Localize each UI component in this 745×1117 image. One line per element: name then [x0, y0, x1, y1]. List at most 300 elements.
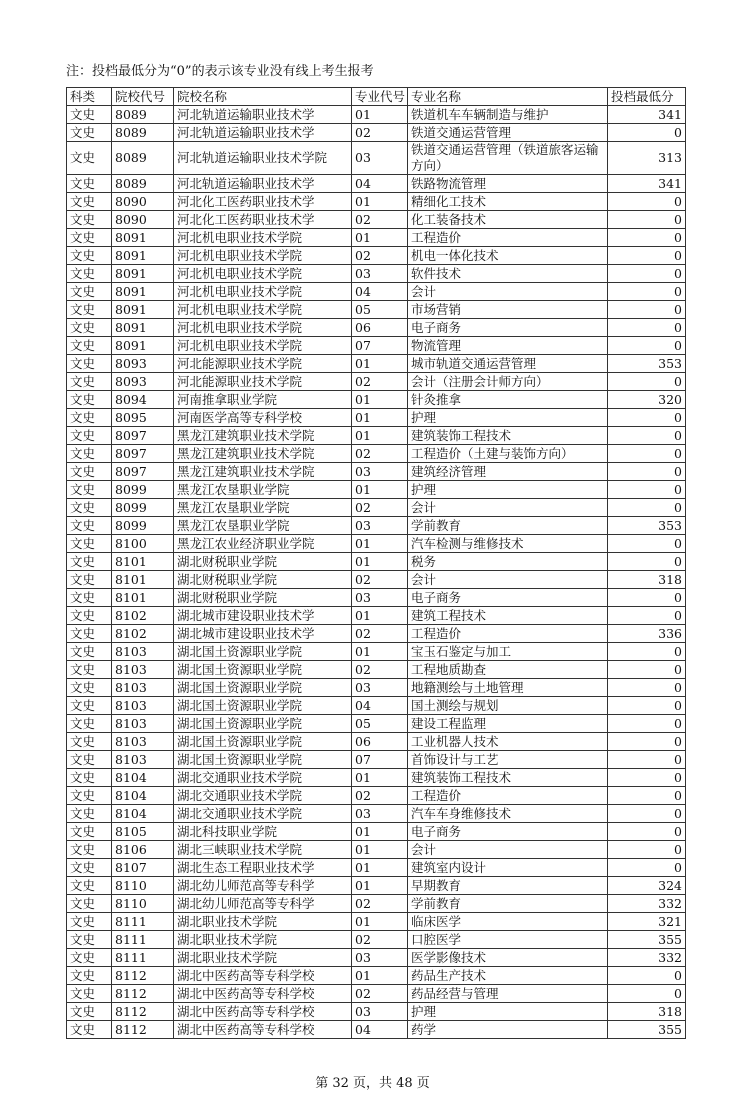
- category-cell: 文史: [67, 841, 112, 859]
- category-cell: 文史: [67, 1003, 112, 1021]
- table-row: [67, 301, 686, 319]
- major-code-cell: 01: [352, 877, 408, 895]
- major-name-cell: 护理: [408, 1003, 608, 1021]
- category-cell: 文史: [67, 571, 112, 589]
- category-cell: 文史: [67, 229, 112, 247]
- school-name-cell: 湖北国土资源职业学院: [174, 661, 352, 679]
- category-cell: 文史: [67, 787, 112, 805]
- school-code-cell: 8112: [112, 985, 174, 1003]
- category-cell: 文史: [67, 895, 112, 913]
- min-score-cell: 0: [608, 553, 686, 571]
- school-code-cell: 8110: [112, 895, 174, 913]
- min-score-cell: 353: [608, 517, 686, 535]
- header-major-name: 专业名称: [408, 88, 608, 106]
- category-cell: 文史: [67, 607, 112, 625]
- major-name-cell: 会计: [408, 499, 608, 517]
- min-score-cell: 0: [608, 319, 686, 337]
- school-name-cell: 湖北财税职业学院: [174, 589, 352, 607]
- school-code-cell: 8093: [112, 373, 174, 391]
- major-name-cell: 针灸推拿: [408, 391, 608, 409]
- school-name-cell: 湖北职业技术学院: [174, 931, 352, 949]
- major-name-cell: 药学: [408, 1021, 608, 1039]
- min-score-cell: 0: [608, 265, 686, 283]
- school-code-cell: 8112: [112, 1003, 174, 1021]
- table-row: [67, 481, 686, 499]
- major-name-cell: 国土测绘与规划: [408, 697, 608, 715]
- school-name-cell: 湖北国土资源职业学院: [174, 679, 352, 697]
- school-name-cell: 黑龙江农垦职业学院: [174, 481, 352, 499]
- school-code-cell: 8104: [112, 769, 174, 787]
- school-code-cell: 8097: [112, 427, 174, 445]
- major-code-cell: 01: [352, 427, 408, 445]
- table-row: [67, 445, 686, 463]
- major-code-cell: 02: [352, 373, 408, 391]
- school-name-cell: 河北机电职业技术学院: [174, 229, 352, 247]
- major-code-cell: 01: [352, 967, 408, 985]
- school-code-cell: 8102: [112, 625, 174, 643]
- major-name-cell: 精细化工技术: [408, 193, 608, 211]
- category-cell: 文史: [67, 877, 112, 895]
- major-code-cell: 01: [352, 535, 408, 553]
- table-row: [67, 463, 686, 481]
- school-name-cell: 湖北交通职业技术学院: [174, 805, 352, 823]
- min-score-cell: 0: [608, 859, 686, 877]
- major-name-cell: 汽车车身维修技术: [408, 805, 608, 823]
- major-name-cell: 铁道交通运营管理: [408, 124, 608, 142]
- major-name-cell: 宝玉石鉴定与加工: [408, 643, 608, 661]
- major-name-cell: 工程造价: [408, 229, 608, 247]
- major-name-cell: 学前教育: [408, 517, 608, 535]
- school-code-cell: 8112: [112, 967, 174, 985]
- school-name-cell: 湖北交通职业技术学院: [174, 787, 352, 805]
- major-name-cell: 建筑装饰工程技术: [408, 769, 608, 787]
- min-score-cell: 0: [608, 769, 686, 787]
- header-min-score: 投档最低分: [608, 88, 686, 106]
- category-cell: 文史: [67, 499, 112, 517]
- major-code-cell: 07: [352, 337, 408, 355]
- major-name-cell: 建筑工程技术: [408, 607, 608, 625]
- school-name-cell: 黑龙江农垦职业学院: [174, 517, 352, 535]
- school-code-cell: 8089: [112, 124, 174, 142]
- table-row: [67, 751, 686, 769]
- min-score-cell: 0: [608, 211, 686, 229]
- min-score-cell: 0: [608, 607, 686, 625]
- school-code-cell: 8102: [112, 607, 174, 625]
- school-code-cell: 8103: [112, 715, 174, 733]
- table-row: [67, 589, 686, 607]
- table-row: [67, 697, 686, 715]
- school-code-cell: 8106: [112, 841, 174, 859]
- category-cell: 文史: [67, 931, 112, 949]
- major-name-cell: 建筑装饰工程技术: [408, 427, 608, 445]
- major-code-cell: 01: [352, 913, 408, 931]
- major-code-cell: 03: [352, 1003, 408, 1021]
- min-score-cell: 0: [608, 193, 686, 211]
- table-row: [67, 142, 686, 175]
- page-footer: 第 32 页，共 48 页: [315, 1076, 430, 1091]
- min-score-cell: 0: [608, 679, 686, 697]
- category-cell: 文史: [67, 211, 112, 229]
- school-code-cell: 8099: [112, 481, 174, 499]
- school-name-cell: 湖北国土资源职业学院: [174, 751, 352, 769]
- category-cell: 文史: [67, 319, 112, 337]
- school-name-cell: 河北化工医药职业技术学: [174, 211, 352, 229]
- table-row: [67, 823, 686, 841]
- min-score-cell: 0: [608, 427, 686, 445]
- category-cell: 文史: [67, 733, 112, 751]
- school-name-cell: 河北机电职业技术学院: [174, 247, 352, 265]
- school-name-cell: 河北轨道运输职业技术学院: [174, 142, 352, 175]
- min-score-cell: 0: [608, 373, 686, 391]
- category-cell: 文史: [67, 985, 112, 1003]
- school-name-cell: 湖北三峡职业技术学院: [174, 841, 352, 859]
- major-code-cell: 02: [352, 787, 408, 805]
- school-name-cell: 湖北幼儿师范高等专科学: [174, 877, 352, 895]
- major-code-cell: 03: [352, 463, 408, 481]
- major-code-cell: 01: [352, 841, 408, 859]
- school-code-cell: 8091: [112, 283, 174, 301]
- major-name-cell: 临床医学: [408, 913, 608, 931]
- min-score-cell: 0: [608, 409, 686, 427]
- category-cell: 文史: [67, 463, 112, 481]
- major-code-cell: 06: [352, 319, 408, 337]
- school-name-cell: 湖北科技职业学院: [174, 823, 352, 841]
- major-code-cell: 02: [352, 445, 408, 463]
- category-cell: 文史: [67, 283, 112, 301]
- school-code-cell: 8111: [112, 931, 174, 949]
- major-name-cell: 工业机器人技术: [408, 733, 608, 751]
- table-row: [67, 409, 686, 427]
- school-name-cell: 黑龙江建筑职业技术学院: [174, 427, 352, 445]
- school-name-cell: 湖北国土资源职业学院: [174, 715, 352, 733]
- school-name-cell: 湖北中医药高等专科学校: [174, 985, 352, 1003]
- category-cell: 文史: [67, 823, 112, 841]
- major-code-cell: 04: [352, 283, 408, 301]
- major-name-cell: 学前教育: [408, 895, 608, 913]
- school-code-cell: 8091: [112, 337, 174, 355]
- major-code-cell: 01: [352, 106, 408, 124]
- school-name-cell: 河北机电职业技术学院: [174, 265, 352, 283]
- major-name-cell: 工程造价: [408, 625, 608, 643]
- major-code-cell: 01: [352, 607, 408, 625]
- major-name-cell: 早期教育: [408, 877, 608, 895]
- major-code-cell: 02: [352, 499, 408, 517]
- school-code-cell: 8091: [112, 301, 174, 319]
- school-name-cell: 河北轨道运输职业技术学: [174, 106, 352, 124]
- category-cell: 文史: [67, 247, 112, 265]
- school-code-cell: 8103: [112, 643, 174, 661]
- school-name-cell: 湖北职业技术学院: [174, 913, 352, 931]
- major-code-cell: 05: [352, 715, 408, 733]
- school-code-cell: 8104: [112, 787, 174, 805]
- school-name-cell: 黑龙江农业经济职业学院: [174, 535, 352, 553]
- min-score-cell: 0: [608, 301, 686, 319]
- min-score-cell: 0: [608, 535, 686, 553]
- major-name-cell: 护理: [408, 409, 608, 427]
- school-code-cell: 8097: [112, 445, 174, 463]
- major-name-cell: 铁道交通运营管理（铁道旅客运输方向）: [408, 142, 608, 175]
- school-name-cell: 湖北幼儿师范高等专科学: [174, 895, 352, 913]
- major-code-cell: 02: [352, 625, 408, 643]
- min-score-cell: 0: [608, 124, 686, 142]
- major-name-cell: 税务: [408, 553, 608, 571]
- category-cell: 文史: [67, 661, 112, 679]
- school-name-cell: 湖北国土资源职业学院: [174, 697, 352, 715]
- min-score-cell: 0: [608, 697, 686, 715]
- min-score-cell: 321: [608, 913, 686, 931]
- school-name-cell: 湖北职业技术学院: [174, 949, 352, 967]
- school-code-cell: 8101: [112, 589, 174, 607]
- major-name-cell: 工程造价: [408, 787, 608, 805]
- school-name-cell: 黑龙江建筑职业技术学院: [174, 445, 352, 463]
- category-cell: 文史: [67, 643, 112, 661]
- major-code-cell: 03: [352, 589, 408, 607]
- min-score-cell: 0: [608, 823, 686, 841]
- category-cell: 文史: [67, 142, 112, 175]
- school-code-cell: 8103: [112, 679, 174, 697]
- major-name-cell: 电子商务: [408, 319, 608, 337]
- category-cell: 文史: [67, 751, 112, 769]
- min-score-cell: 0: [608, 229, 686, 247]
- major-code-cell: 04: [352, 175, 408, 193]
- major-code-cell: 02: [352, 985, 408, 1003]
- table-row: [67, 1021, 686, 1039]
- table-row: [67, 733, 686, 751]
- min-score-cell: 332: [608, 895, 686, 913]
- school-name-cell: 河北化工医药职业技术学: [174, 193, 352, 211]
- min-score-cell: 0: [608, 967, 686, 985]
- major-name-cell: 会计: [408, 571, 608, 589]
- category-cell: 文史: [67, 1021, 112, 1039]
- table-row: [67, 265, 686, 283]
- major-name-cell: 护理: [408, 481, 608, 499]
- school-code-cell: 8090: [112, 211, 174, 229]
- major-name-cell: 建筑室内设计: [408, 859, 608, 877]
- school-code-cell: 8089: [112, 106, 174, 124]
- major-code-cell: 02: [352, 661, 408, 679]
- major-code-cell: 04: [352, 1021, 408, 1039]
- min-score-cell: 318: [608, 1003, 686, 1021]
- min-score-cell: 320: [608, 391, 686, 409]
- school-code-cell: 8095: [112, 409, 174, 427]
- table-row: [67, 373, 686, 391]
- min-score-cell: 0: [608, 751, 686, 769]
- major-name-cell: 首饰设计与工艺: [408, 751, 608, 769]
- major-name-cell: 建筑经济管理: [408, 463, 608, 481]
- major-name-cell: 软件技术: [408, 265, 608, 283]
- school-code-cell: 8105: [112, 823, 174, 841]
- table-row: [67, 175, 686, 193]
- table-row: [67, 949, 686, 967]
- major-code-cell: 01: [352, 823, 408, 841]
- category-cell: 文史: [67, 193, 112, 211]
- school-code-cell: 8107: [112, 859, 174, 877]
- category-cell: 文史: [67, 913, 112, 931]
- major-code-cell: 03: [352, 679, 408, 697]
- school-name-cell: 湖北国土资源职业学院: [174, 643, 352, 661]
- major-name-cell: 医学影像技术: [408, 949, 608, 967]
- major-name-cell: 会计（注册会计师方向）: [408, 373, 608, 391]
- table-note: 注：投档最低分为“0”的表示该专业没有线上考生报考: [66, 64, 374, 79]
- school-name-cell: 黑龙江农垦职业学院: [174, 499, 352, 517]
- major-name-cell: 化工装备技术: [408, 211, 608, 229]
- school-name-cell: 湖北交通职业技术学院: [174, 769, 352, 787]
- table-row: [67, 517, 686, 535]
- school-code-cell: 8089: [112, 142, 174, 175]
- category-cell: 文史: [67, 949, 112, 967]
- school-code-cell: 8103: [112, 733, 174, 751]
- major-name-cell: 物流管理: [408, 337, 608, 355]
- major-name-cell: 地籍测绘与土地管理: [408, 679, 608, 697]
- school-name-cell: 湖北中医药高等专科学校: [174, 1003, 352, 1021]
- min-score-cell: 341: [608, 106, 686, 124]
- major-name-cell: 药品经营与管理: [408, 985, 608, 1003]
- major-name-cell: 会计: [408, 283, 608, 301]
- school-name-cell: 湖北国土资源职业学院: [174, 733, 352, 751]
- major-name-cell: 工程造价（土建与装饰方向）: [408, 445, 608, 463]
- school-code-cell: 8091: [112, 319, 174, 337]
- major-code-cell: 01: [352, 409, 408, 427]
- school-code-cell: 8110: [112, 877, 174, 895]
- school-name-cell: 河北轨道运输职业技术学: [174, 175, 352, 193]
- min-score-cell: 0: [608, 805, 686, 823]
- major-name-cell: 机电一体化技术: [408, 247, 608, 265]
- category-cell: 文史: [67, 769, 112, 787]
- min-score-cell: 318: [608, 571, 686, 589]
- table-row: [67, 124, 686, 142]
- major-name-cell: 建设工程监理: [408, 715, 608, 733]
- major-name-cell: 会计: [408, 841, 608, 859]
- header-school-name: 院校名称: [174, 88, 352, 106]
- school-code-cell: 8091: [112, 265, 174, 283]
- major-code-cell: 03: [352, 805, 408, 823]
- school-name-cell: 湖北生态工程职业技术学: [174, 859, 352, 877]
- category-cell: 文史: [67, 373, 112, 391]
- school-code-cell: 8100: [112, 535, 174, 553]
- table-row: [67, 535, 686, 553]
- table-row: [67, 229, 686, 247]
- min-score-cell: 0: [608, 643, 686, 661]
- category-cell: 文史: [67, 517, 112, 535]
- school-code-cell: 8101: [112, 571, 174, 589]
- major-code-cell: 01: [352, 769, 408, 787]
- category-cell: 文史: [67, 337, 112, 355]
- table-row: [67, 571, 686, 589]
- category-cell: 文史: [67, 535, 112, 553]
- school-code-cell: 8093: [112, 355, 174, 373]
- school-code-cell: 8091: [112, 229, 174, 247]
- major-code-cell: 01: [352, 355, 408, 373]
- min-score-cell: 0: [608, 283, 686, 301]
- min-score-cell: 0: [608, 715, 686, 733]
- school-code-cell: 8099: [112, 499, 174, 517]
- major-code-cell: 03: [352, 265, 408, 283]
- school-name-cell: 河北能源职业技术学院: [174, 373, 352, 391]
- category-cell: 文史: [67, 175, 112, 193]
- major-code-cell: 04: [352, 697, 408, 715]
- school-name-cell: 湖北城市建设职业技术学: [174, 607, 352, 625]
- min-score-cell: 0: [608, 337, 686, 355]
- min-score-cell: 0: [608, 985, 686, 1003]
- category-cell: 文史: [67, 265, 112, 283]
- min-score-cell: 0: [608, 499, 686, 517]
- table-row: [67, 769, 686, 787]
- school-name-cell: 河南推拿职业学院: [174, 391, 352, 409]
- major-code-cell: 06: [352, 733, 408, 751]
- category-cell: 文史: [67, 481, 112, 499]
- school-name-cell: 河北机电职业技术学院: [174, 319, 352, 337]
- category-cell: 文史: [67, 967, 112, 985]
- table-row: [67, 967, 686, 985]
- category-cell: 文史: [67, 427, 112, 445]
- table-row: [67, 841, 686, 859]
- min-score-cell: 324: [608, 877, 686, 895]
- min-score-cell: 355: [608, 931, 686, 949]
- min-score-cell: 0: [608, 463, 686, 481]
- school-name-cell: 湖北财税职业学院: [174, 571, 352, 589]
- table-row: [67, 337, 686, 355]
- category-cell: 文史: [67, 679, 112, 697]
- category-cell: 文史: [67, 589, 112, 607]
- school-name-cell: 湖北城市建设职业技术学: [174, 625, 352, 643]
- school-name-cell: 湖北中医药高等专科学校: [174, 967, 352, 985]
- min-score-cell: 0: [608, 445, 686, 463]
- table-row: [67, 499, 686, 517]
- min-score-cell: 0: [608, 247, 686, 265]
- school-code-cell: 8112: [112, 1021, 174, 1039]
- table-row: [67, 391, 686, 409]
- category-cell: 文史: [67, 625, 112, 643]
- category-cell: 文史: [67, 409, 112, 427]
- table-row: [67, 643, 686, 661]
- table-row: [67, 895, 686, 913]
- category-cell: 文史: [67, 391, 112, 409]
- school-name-cell: 河北机电职业技术学院: [174, 283, 352, 301]
- major-code-cell: 03: [352, 517, 408, 535]
- school-name-cell: 湖北财税职业学院: [174, 553, 352, 571]
- min-score-cell: 0: [608, 733, 686, 751]
- major-code-cell: 01: [352, 643, 408, 661]
- major-code-cell: 01: [352, 391, 408, 409]
- major-code-cell: 02: [352, 124, 408, 142]
- school-code-cell: 8111: [112, 949, 174, 967]
- major-name-cell: 铁道机车车辆制造与维护: [408, 106, 608, 124]
- school-name-cell: 河北机电职业技术学院: [174, 337, 352, 355]
- table-row: [67, 931, 686, 949]
- school-code-cell: 8104: [112, 805, 174, 823]
- table-row: [67, 319, 686, 337]
- min-score-cell: 0: [608, 589, 686, 607]
- school-code-cell: 8101: [112, 553, 174, 571]
- table-row: [67, 1003, 686, 1021]
- major-code-cell: 03: [352, 949, 408, 967]
- major-code-cell: 03: [352, 142, 408, 175]
- min-score-cell: 0: [608, 481, 686, 499]
- school-code-cell: 8111: [112, 913, 174, 931]
- major-code-cell: 01: [352, 481, 408, 499]
- min-score-cell: 336: [608, 625, 686, 643]
- major-name-cell: 工程地质勘查: [408, 661, 608, 679]
- major-code-cell: 01: [352, 229, 408, 247]
- school-code-cell: 8103: [112, 751, 174, 769]
- school-name-cell: 河北能源职业技术学院: [174, 355, 352, 373]
- header-school-code: 院校代号: [112, 88, 174, 106]
- major-code-cell: 02: [352, 931, 408, 949]
- category-cell: 文史: [67, 106, 112, 124]
- major-code-cell: 01: [352, 553, 408, 571]
- school-name-cell: 河北机电职业技术学院: [174, 301, 352, 319]
- major-code-cell: 07: [352, 751, 408, 769]
